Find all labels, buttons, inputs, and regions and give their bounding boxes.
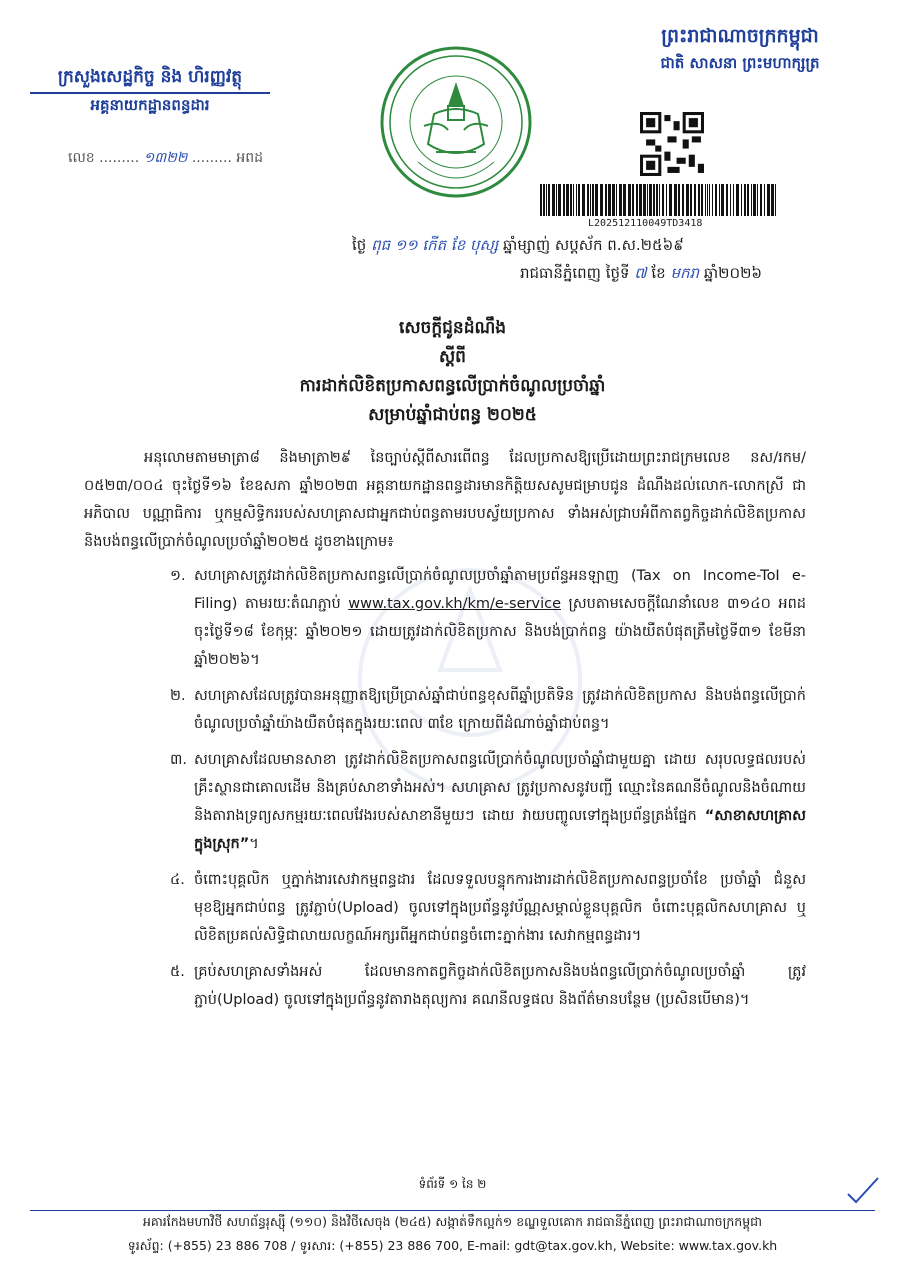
barcode-bar [623,184,626,216]
barcode-bar [666,184,667,216]
kingdom-name: ព្រះរាជាណាចក្រកម្ពុជា [661,25,819,47]
list-item [84,866,806,950]
barcode-bar [566,184,569,216]
list-item [84,682,806,738]
list-item-text: ចំពោះបុគ្គលិក ឬភ្នាក់ងារសេវាកម្មពន្ធដារ ដែលទទួលបន្ទុកការងារដាក់លិខិតប្រកាសពន្ធប្រចាំខែ ប្រចាំឆ្នាំ ជំនួសមុខឱ្យអ្នកជាប់ពន្ធ ត្រូវភ្ជាប់(Upload) ចូលទៅក្នុងប្រព័ន្ធនូវប័ណ្ណសម្គាល់ខ្លួនបុគ្គលិក ចំពោះបុគ្គលិកសហគ្រាស ឬលិខិតប្រគល់សិទ្ធិជាលាយលក្ខណ៍អក្សរពីអ្នកជាប់ពន្ធចំពោះភ្នាក់ងារ សេវាកម្មពន្ធដារ។ [194,872,806,944]
barcode-icon [540,184,776,216]
list-item-text: គ្រប់សហគ្រាសទាំងអស់ ដែលមានកាតព្វកិច្ចដាក់លិខិតប្រកាសនិងបង់ពន្ធលើប្រាក់ចំណូលប្រចាំឆ្នាំ ត្រូវភ្ជាប់(Upload) ចូលទៅក្នុងប្រព័ន្ធនូវតារាងតុល្យការ គណនីលទ្ធផល និងព័ត៌មានបន្ថែម (ប្រសិនបើមាន)។ [194,964,806,1008]
national-motto: ជាតិ សាសនា ព្រះមហាក្សត្រ [660,54,820,72]
barcode-bar [694,184,696,216]
barcode-bar [632,184,634,216]
item-3-bold-text: “សាខាសហគ្រាសក្នុងស្រុក” [194,808,806,852]
reference-suffix: អពដ [236,150,264,166]
ministry-name: ក្រសួងសេដ្ឋកិច្ច និង ហិរញ្ញវត្ថុ [57,67,243,87]
barcode-bar [578,184,580,216]
list-item [84,958,806,1014]
barcode-bar [656,184,658,216]
barcode-bar [709,184,710,216]
list-item-number: ៥. [170,964,185,980]
footer-contacts: ទូរស័ព្ទ: (+855) 23 886 708 / ទូរសារ: (+855) 23 886 700, E-mail: gdt@tax.gov.kh, Website: www.tax.gov.kh [127,1238,778,1253]
lunar-date-prefix: ថ្ងៃ [352,236,367,254]
barcode-bar [744,184,746,216]
barcode-bar [698,184,700,216]
barcode-bar [592,184,594,216]
footer-address: អគារកែងមហាវិថី សហព័ន្ធរុស្ស៊ី (១១០) និងវិថីសេចុង (២៤៥) សង្កាត់ទឹកល្អក់១ ខណ្ឌទួលគោក រាជធានីភ្នំពេញ ព្រះរាជាណាចក្រកម្ពុជា [142,1214,763,1229]
barcode-bar [719,184,720,216]
barcode-bar [715,184,717,216]
barcode-bar [582,184,585,216]
title-line-4: សម្រាប់ឆ្នាំជាប់ពន្ធ ២០២៥ [368,405,537,425]
footer-divider [30,1210,875,1211]
barcode-bar [546,184,547,216]
qr-code-icon [640,112,704,176]
barcode-bar [751,184,752,216]
barcode-bar [669,184,672,216]
barcode-bar [587,184,589,216]
barcode-bar [595,184,598,216]
list-item-text [194,752,806,852]
barcode-bar [771,184,774,216]
item-3-text-a: សហគ្រាសដែលមានសាខា ត្រូវដាក់លិខិតប្រកាសពន្ធលើប្រាក់ចំណូលប្រចាំឆ្នាំជាមួយគ្នា ដោយ សរុបលទ្ធផលរបស់គ្រឹះស្ថានជាគោលដើម និងគ្រប់សាខាទាំងអស់។ សហគ្រាស ត្រូវប្រកាសនូវបញ្ជី ឈ្មោះនៃគណនីចំណូលនិងចំណាយ និងតារាងទ្រព្យសកម្មរយៈពេលវែងរបស់សាខានីមួយៗ ដោយ វាយបញ្ចូលទៅក្នុងប្រព័ន្ធត្រង់ផ្នែក [194,752,806,824]
barcode-bar [548,184,550,216]
title-line-1: សេចក្តីជូនដំណឹង [398,318,507,338]
barcode-bar [747,184,749,216]
barcode-bar [639,184,642,216]
list-item [84,562,806,674]
barcode-bar [576,184,577,216]
reference-prefix: លេខ [68,150,95,166]
barcode-bar [775,184,776,216]
barcode-bar [616,184,617,216]
barcode-bar [543,184,545,216]
barcode-bar [600,184,603,216]
barcode-bar [558,184,561,216]
barcode-bar [647,184,648,216]
barcode-bar [556,184,557,216]
solar-day: ៧ [634,264,647,282]
barcode-bar [767,184,770,216]
reference-number: លេខ ......... ១៣២២ ......... អពដ [68,150,264,166]
barcode-bar [733,184,734,216]
barcode-bar [701,184,703,216]
barcode-bar [753,184,756,216]
solar-date [520,264,762,286]
barcode-bar [649,184,652,216]
solar-date-prefix: រាជធានីភ្នំពេញ ថ្ងៃទី [520,264,630,282]
barcode-bar [760,184,762,216]
barcode-bar [690,184,692,216]
reference-handwritten: ១៣២២ [143,150,188,166]
list-item-text [194,568,806,668]
solar-year: ឆ្នាំ២០២៦ [703,264,763,282]
list-item-number: ១. [170,568,186,584]
document-title [0,314,905,430]
list-item-text: សហគ្រាសដែលត្រូវបានអនុញ្ញាតឱ្យប្រើប្រាស់ឆ្នាំជាប់ពន្ធខុសពីឆ្នាំប្រតិទិន ត្រូវដាក់លិខិតប្រកាស និងបង់ពន្ធលើប្រាក់ចំណូលប្រចាំឆ្នាំយ៉ាងយឺតបំផុតក្នុងរយៈពេល ៣ខែ ក្រោយពីដំណាច់ឆ្នាំជាប់ពន្ធ។ [194,688,806,732]
item-3-text-b: ។ [249,836,259,852]
barcode-bar [721,184,724,216]
barcode-bar [573,184,574,216]
barcode-bar [619,184,622,216]
lunar-date-handwritten: ពុធ ១១ កើត ខែ បុស្ស [371,236,499,254]
lunar-date [352,236,684,258]
title-line-2: ស្តីពី [439,347,466,367]
barcode-bar [757,184,758,216]
barcode-bar [705,184,706,216]
list-item [84,746,806,858]
barcode-bar [590,184,591,216]
barcode-bar [741,184,742,216]
title-line-3: ការដាក់លិខិតប្រកាសពន្ធលើប្រាក់ចំណូលប្រចាំឆ្នាំ [299,376,606,396]
page-number: ទំព័រទី ១ នៃ ២ [418,1177,487,1191]
barcode-bar [628,184,631,216]
barcode-bar [552,184,555,216]
list-item-number: ៣. [170,752,187,768]
item-1-text-a: សហគ្រាសត្រូវដាក់លិខិតប្រកាសពន្ធលើប្រាក់ចំណូលប្រចាំឆ្នាំតាមប្រព័ន្ធអនឡាញ (Tax on Income-ToI e-Filing) តាមរយៈតំណភ្ជាប់ [194,568,806,612]
lunar-date-suffix: ឆ្នាំម្សាញ់ សប្តស័ក ព.ស.២៥៦៩ [503,236,684,254]
barcode-bar [678,184,680,216]
barcode-bar [712,184,713,216]
barcode-bar [730,184,731,216]
barcode-bar [605,184,607,216]
barcode-bar [636,184,638,216]
barcode-bar [643,184,646,216]
barcode-number: L202512110049TD3418 [588,218,703,229]
barcode-bar [764,184,765,216]
notice-list [84,562,806,1014]
list-item-number: ៤. [170,872,185,888]
barcode-bar [686,184,689,216]
item-1-text-b: ស្របតាមសេចក្តីណែនាំលេខ ៣១៤០ អពដ ចុះថ្ងៃទី១៨ ខែកុម្ភៈ ឆ្នាំ២០២១ ដោយត្រូវដាក់លិខិតប្រកាស និងបង់ប្រាក់ពន្ធ យ៉ាងយឺតបំផុតត្រឹមថ្ងៃទី៣១ ខែមីនា ឆ្នាំ២០២៦។ [194,596,807,668]
barcode-bar [659,184,660,216]
e-service-link[interactable]: www.tax.gov.kh/km/e-service [348,596,561,612]
department-name: អគ្គនាយកដ្ឋានពន្ធដារ [90,96,210,114]
barcode-bar [563,184,565,216]
barcode-bar [653,184,655,216]
barcode-bar [736,184,739,216]
barcode-bar [608,184,611,216]
barcode-bar [726,184,728,216]
barcode-bar [674,184,677,216]
ministry-divider [30,92,270,94]
lead-paragraph: អនុលោមតាមមាត្រា៨ និងមាត្រា២៩ នៃច្បាប់ស្តីពីសារពើពន្ធ ដែលប្រកាសឱ្យប្រើដោយព្រះរាជក្រមលេខ នស/រកម/០៥២៣/០០៤ ចុះថ្ងៃទី១៦ ខែឧសភា ឆ្នាំ២០២៣ អគ្គនាយកដ្ឋានពន្ធដារមានកិត្តិយសសូមជម្រាបជូន ដំណឹងដល់លោក-លោកស្រី ជាអភិបាល បណ្ណាធិការ ឬកម្មសិទ្ធិកររបស់សហគ្រាសជាអ្នកជាប់ពន្ធតាមរបបស្វ័យប្រកាស ទាំងអស់ជ្រាបអំពីកាតព្វកិច្ចដាក់លិខិតប្រកាស និងបង់ពន្ធលើប្រាក់ចំណូលប្រចាំឆ្នាំ២០២៥ ដូចខាងក្រោម៖ [84,450,806,550]
barcode-bar [662,184,664,216]
barcode-bar [540,184,542,216]
solar-month: មករា [670,264,700,282]
barcode-bar [707,184,708,216]
gdt-seal-logo [378,44,534,200]
barcode-bar [570,184,572,216]
list-item-number: ២. [170,688,186,704]
checkmark-icon [846,1176,880,1206]
barcode-bar [682,184,684,216]
solar-month-label: ខែ [651,264,666,282]
document-body [84,444,806,1022]
barcode-bar [612,184,615,216]
